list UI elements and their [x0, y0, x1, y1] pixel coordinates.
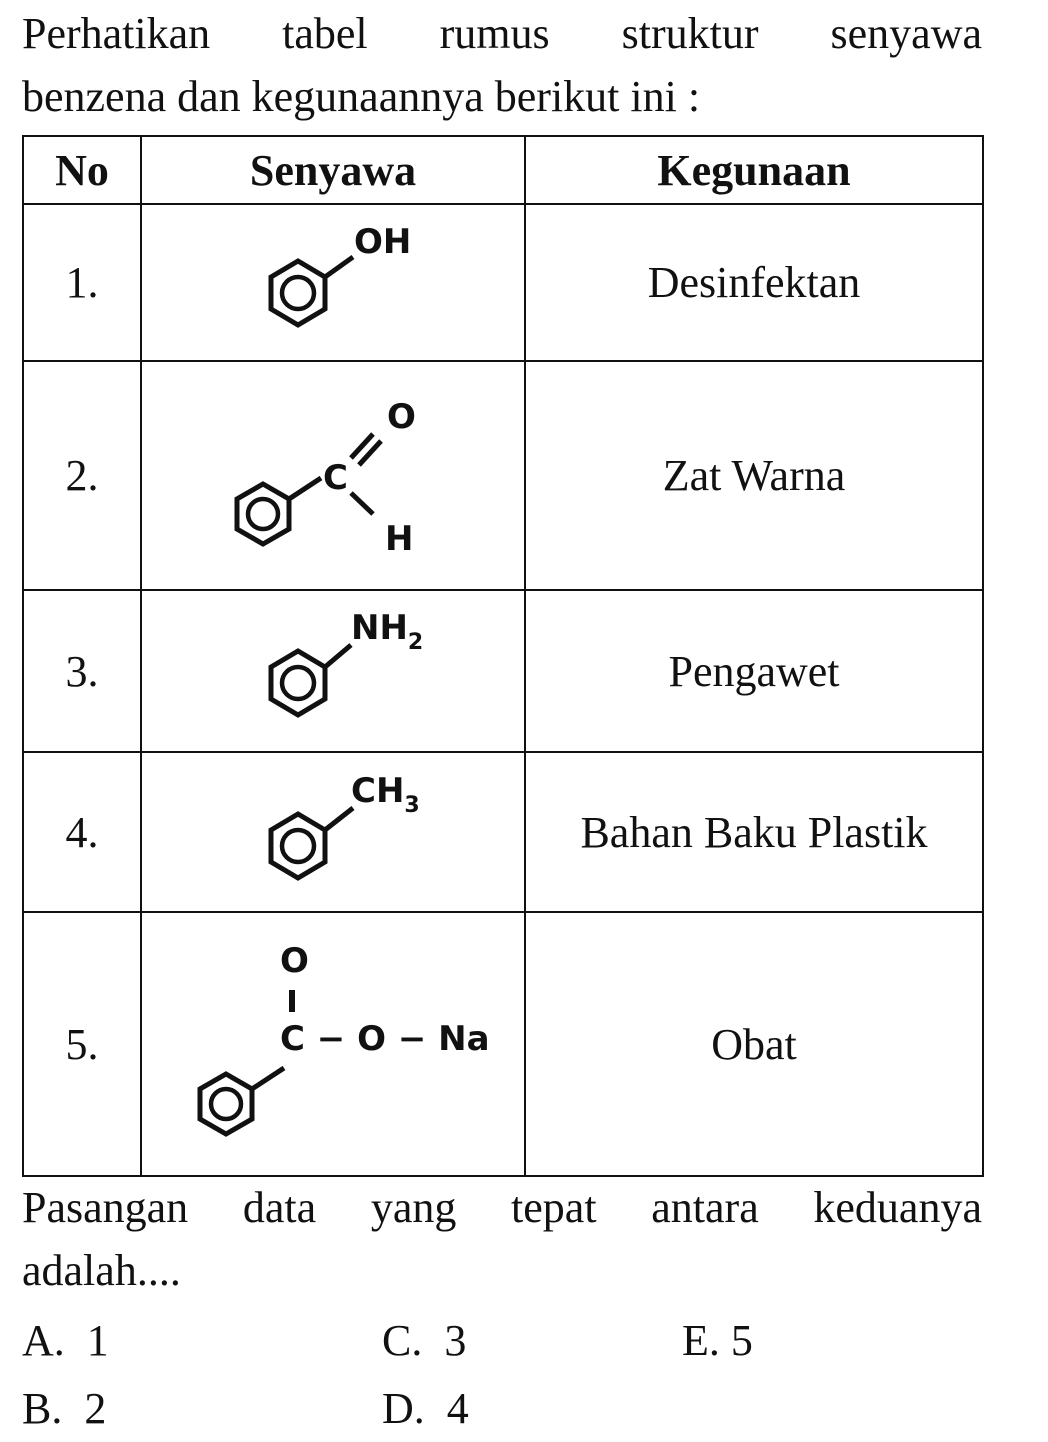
row-number: 3. — [23, 590, 141, 752]
substituent-label: OH — [354, 221, 412, 262]
methyl-group-label: $CH_3$ — [351, 771, 420, 818]
header-kegunaan: Kegunaan — [525, 136, 983, 204]
option-letter: A. — [22, 1316, 65, 1365]
toluene-structure-icon — [223, 762, 443, 902]
structure-cell — [141, 361, 525, 590]
table-header-row — [23, 136, 983, 204]
table-row — [23, 204, 983, 361]
header-senyawa: Senyawa — [141, 136, 525, 204]
question-text — [22, 1176, 982, 1302]
usage-cell: Pengawet — [525, 590, 983, 752]
structure-cell — [141, 752, 525, 912]
question-line-1: Pasangan data yang tepat antara keduanya — [22, 1183, 982, 1232]
option-value: 2 — [84, 1384, 107, 1433]
option-value: 3 — [444, 1316, 467, 1365]
carboxylate-chain-label: C − O − Na — [280, 1019, 490, 1059]
option-e[interactable] — [682, 1316, 753, 1366]
option-a[interactable] — [22, 1316, 109, 1366]
compound-table — [22, 135, 984, 1177]
aniline-structure-icon — [223, 601, 443, 741]
option-d[interactable] — [382, 1384, 469, 1434]
structure-cell — [141, 204, 525, 361]
table-row — [23, 590, 983, 752]
intro-line-2: benzena dan kegunaannya berikut ini : — [22, 72, 701, 121]
sodium-benzoate-structure-icon — [168, 924, 498, 1164]
atom-h-label: H — [385, 518, 414, 559]
benzaldehyde-structure-icon — [203, 376, 463, 576]
option-letter: D. — [382, 1384, 425, 1433]
header-no: No — [23, 136, 141, 204]
option-letter: B. — [22, 1384, 63, 1433]
usage-cell: Zat Warna — [525, 361, 983, 590]
option-value: 4 — [446, 1384, 469, 1433]
atom-c-label: C — [323, 457, 348, 498]
row-number: 5. — [23, 912, 141, 1176]
row-number: 4. — [23, 752, 141, 912]
option-b[interactable] — [22, 1384, 106, 1434]
atom-o-top-label: O — [280, 941, 309, 981]
phenol-structure-icon — [223, 213, 443, 353]
structure-cell — [141, 590, 525, 752]
intro-line-1: Perhatikan tabel rumus struktur senyawa — [22, 9, 982, 58]
table-row — [23, 912, 983, 1176]
intro-text — [22, 2, 982, 128]
table-row — [23, 752, 983, 912]
question-line-2: adalah.... — [22, 1246, 181, 1295]
usage-cell: Desinfektan — [525, 204, 983, 361]
atom-o-label: O — [387, 396, 416, 437]
table-row — [23, 361, 983, 590]
option-value: 1 — [86, 1316, 109, 1365]
structure-cell — [141, 912, 525, 1176]
amine-group-label: $NH_2$ — [351, 608, 424, 655]
row-number: 1. — [23, 204, 141, 361]
option-value: 5 — [730, 1316, 753, 1365]
usage-cell: Bahan Baku Plastik — [525, 752, 983, 912]
row-number: 2. — [23, 361, 141, 590]
option-letter: C. — [382, 1316, 423, 1365]
option-letter: E. — [682, 1316, 720, 1365]
option-c[interactable] — [382, 1316, 466, 1366]
usage-cell: Obat — [525, 912, 983, 1176]
